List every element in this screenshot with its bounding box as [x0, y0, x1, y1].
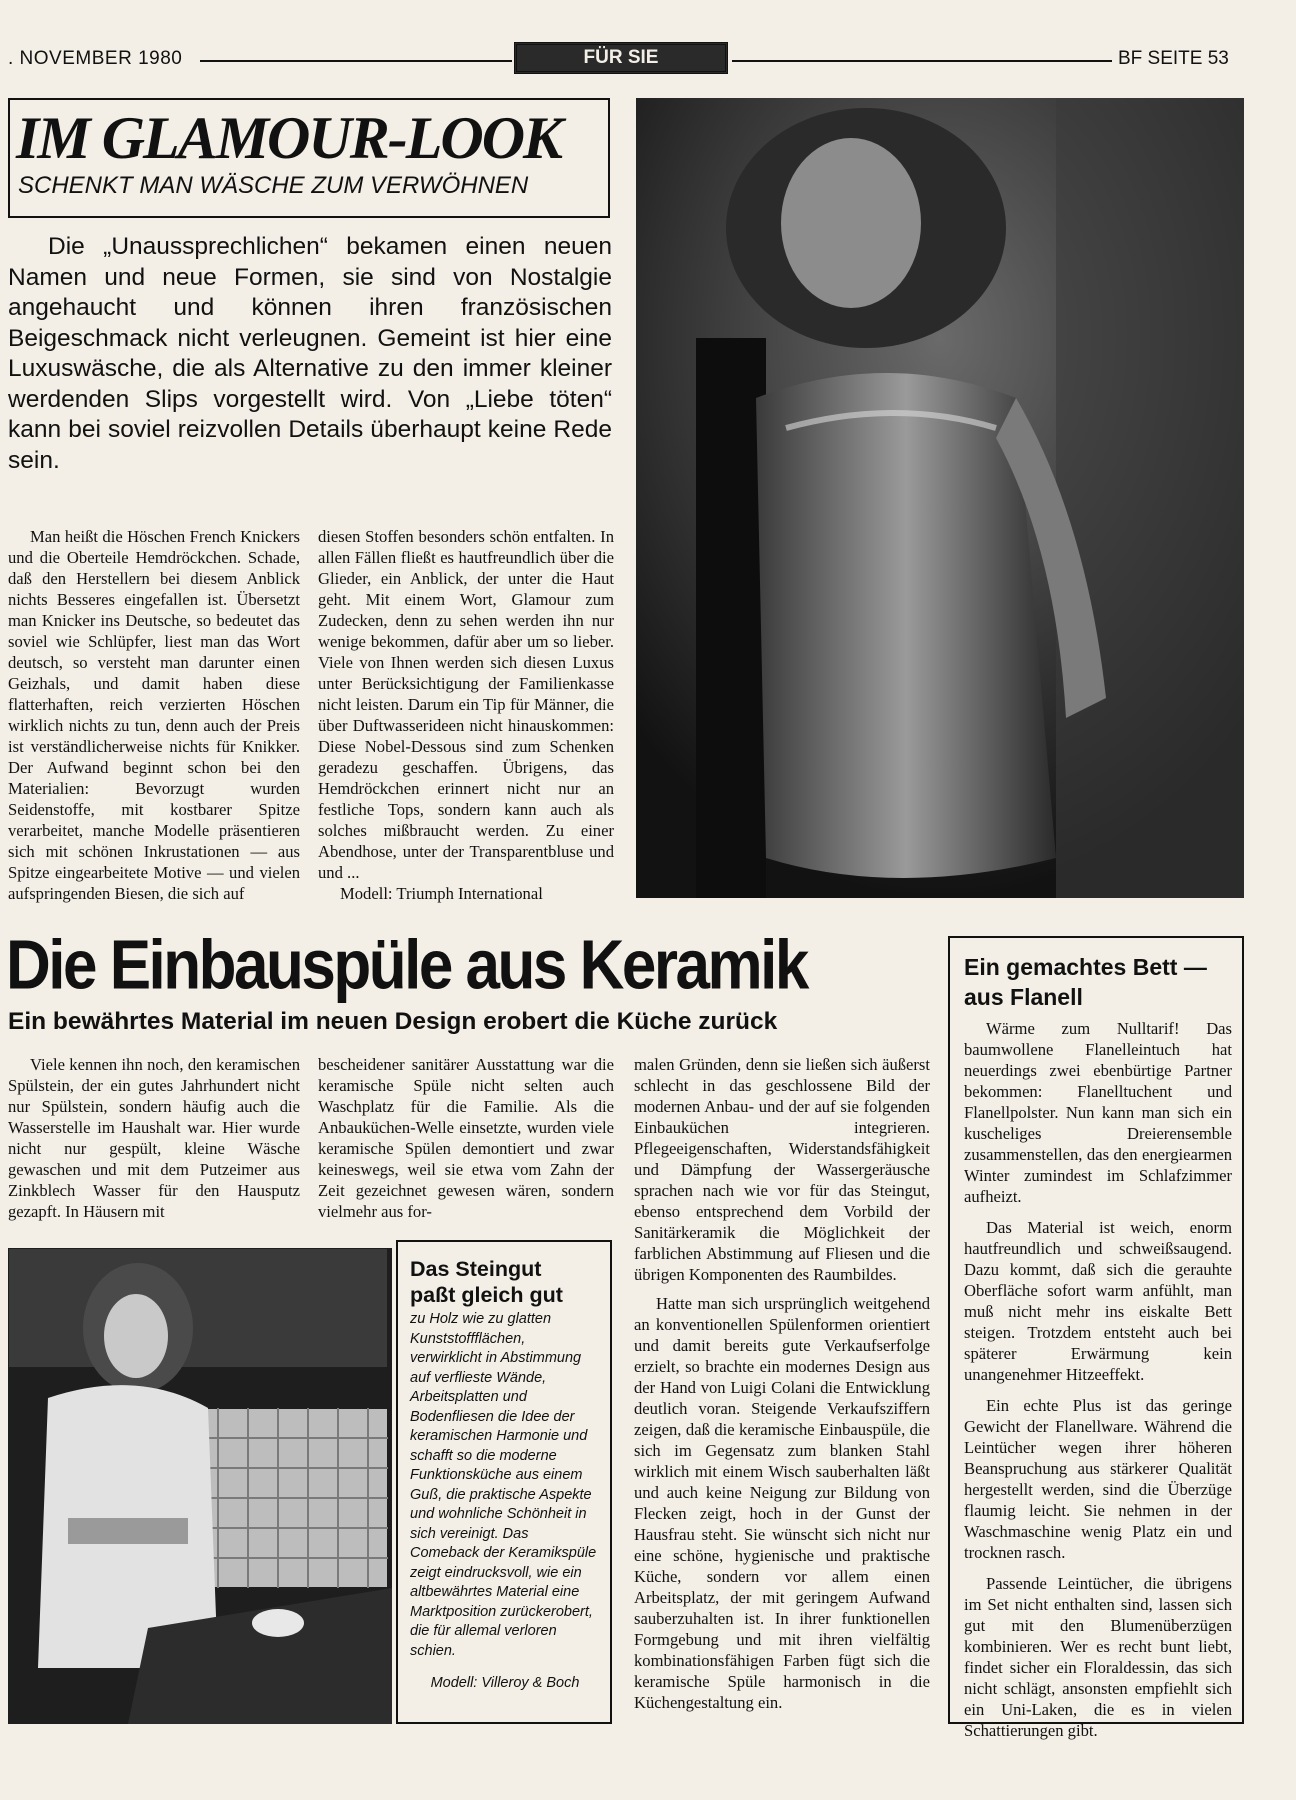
glamour-headline-box [8, 98, 610, 218]
einbau-column-1 [8, 1054, 300, 1222]
lingerie-photo-illustration [636, 98, 1244, 898]
header-rule-left [200, 60, 512, 62]
einbau-col1-text: Viele kennen ihn noch, den keramischen Spülstein, der ein gutes Jahrhundert nicht nur Spülstein, sondern häufig auch die Wasserstelle im Haushalt war. Hier wurde nicht nur gespült, kleine Wäsche gewaschen und mit dem Putzeimer aus Zinkblech Wasser für den Hausputz gezapft. In Häusern mit [8, 1055, 300, 1221]
einbau-column-3 [634, 1054, 930, 1713]
einbau-column-2 [318, 1054, 614, 1222]
steingut-text: zu Holz wie zu glatten Kunststoffflächen, verwirklicht in Abstimmung auf verflieste Wände, Arbeitsplatten und Bodenfliesen die Idee der keramischen Harmonie und schafft so die moderne Funktionsküche aus einem Guß, die praktische Aspekte und wohnliche Schönheit in sich vereinigt. Das Comeback der Keramikspüle zeigt eindrucksvoll, wie ein altbewährtes Material eine Marktposition zurückerobert, die für allemal verloren schien. [410, 1311, 597, 1659]
glamour-credit: Modell: Triumph International [340, 884, 543, 903]
einbau-subtitle: Ein bewährtes Material im neuen Design erobert die Küche zurück [8, 1008, 778, 1035]
flanell-p3: Ein echte Plus ist das geringe Gewicht der Flanellware. Während die Leintücher wegen ihrer höheren Beanspruchung aus stärkerer Qualität hergestellt werden, sind die Überzüge flaumig leicht. Sie nehmen in der Waschmaschine wenig Platz ein und trocknen rasch. [964, 1396, 1232, 1562]
flanell-p1: Wärme zum Nulltarif! Das baumwollene Flanelleintuch hat neuerdings zwei ebenbürtige Partner bekommen: Flanelltuchent und Flanellpolster. Nun kann man sich ein kuscheliges Dreierensemble zusammenstellen, das den energiearmen Winter zumindest im Schlafzimmer aufheizt. [964, 1019, 1232, 1206]
einbau-col2-text: bescheidener sanitärer Ausstattung war die keramische Spüle nicht selten auch Waschplatz für die Familie. Als die Anbauküchen-Welle einsetzte, wurden viele keramische Spülen demontiert und zwar keineswegs, weil sie etwa vom Zahn der Zeit gezeichnet gewesen wären, sondern vielmehr aus for- [318, 1055, 614, 1221]
flanell-p4: Passende Leintücher, die übrigens im Set nicht enthalten sind, lassen sich gut mit den Blumenüberzügen kombinieren. Wer es recht bunt liebt, findet sicher ein Floraldessin, das sich nicht schlägt, ansonsten empfiehlt sich ein Uni-Laken, die es in vielen Schattierungen gibt. [964, 1574, 1232, 1740]
kitchen-photo-illustration [8, 1248, 392, 1724]
header-section-label: FÜR SIE [583, 47, 659, 68]
glamour-lead: Die „Unaussprechlichen“ bekamen einen neuen Namen und neue Formen, sie sind von Nostalgie angehaucht und können ihren französischen Beigeschmack nicht verleugnen. Gemeint ist hier eine Luxuswäsche, die als Alternative zu den immer kleiner werdenden Slips vorgestellt wird. Von „Liebe töten“ kann bei soviel reizvollen Details überhaupt keine Rede sein. [8, 233, 612, 474]
flanell-box [948, 936, 1244, 1740]
einbau-col3b-text: Hatte man sich ursprünglich weitgehend an konventionellen Spülenformen orientiert und damit bereits gute Verkaufserfolge erzielt, so brachte ein modernes Design aus der Hand von Luigi Colani die Entwicklung deutlich voran. Steigende Verkaufsziffern zeigen, daß die keramische Einbauspüle, die sich im Gegensatz zum blanken Stahl wirklich mit einem Wisch sauberhalten läßt und auch keine Neigung zur Bildung von Flecken zeigt, hoch in der Gunst der Hausfrau steht. Sie wünscht sich nicht nur eine schöne, hygienische und praktische Küche, sondern vor allem einen Arbeitsplatz, der mit geringem Aufwand sauberzuhalten ist. In ihrer funktionellen Formgebung und mit ihren vielfältig kombinationsfähigen Farben fügt sich die keramische Spüle harmonisch in die Küchengestaltung ein. [634, 1294, 930, 1712]
einbau-headline: Die Einbauspüle aus Keramik [6, 927, 807, 1005]
flanell-p2: Das Material ist weich, enorm hautfreundlich und schweißsaugend. Dazu kommt, daß sich die gerauhte Oberfläche sofort warm anfühlt, man muß nicht mehr ins eiskalte Bett steigen. Trotzdem entsteht auch bei späterer Erwärmung kein unangenehmer Hitzeeffekt. [964, 1218, 1232, 1384]
glamour-title: IM GLAMOUR-LOOK [16, 105, 562, 171]
glamour-subtitle: SCHENKT MAN WÄSCHE ZUM VERWÖHNEN [18, 172, 529, 199]
header-date: . NOVEMBER 1980 [8, 48, 183, 69]
kitchen-photo [8, 1248, 392, 1724]
header-rule-right [732, 60, 1112, 62]
glamour-col2-text: diesen Stoffen besonders schön entfalten. In allen Fällen fließt es hautfreundlich über die Glieder, ein Anblick, der unter die Haut geht. Mit einem Wort, Glamour zum Zudecken, denn zu sehen werden ihn nur wenige bekommen, dafür aber um so lieber. Viele von Ihnen werden sich diesen Luxus unter Berücksichtigung der Familienkasse nicht leisten. Darum ein Tip für Männer, die über Duftwasserideen nicht hinauskommen: Diese Nobel-Dessous sind zum Schenken geradezu geschaffen. Übrigens, das Hemdröckchen erinnert nicht nur an festliche Tops, sondern kann auch als solches mißbraucht werden. Zu einer Abendhose, unter der Transparentbluse und und ... [318, 527, 614, 882]
header-section-box [514, 42, 728, 74]
steingut-box [396, 1240, 612, 1724]
flanell-body [964, 1018, 1232, 1741]
header-page: BF SEITE 53 [1118, 48, 1229, 69]
flanell-title: Ein gemachtes Bett — aus Flanell [964, 954, 1207, 1010]
lingerie-photo [636, 98, 1244, 898]
einbau-col3a-text: malen Gründen, denn sie ließen sich äußerst schlecht in das geschlossene Bild der modernen Anbau- und der auf sie folgenden Einbauküchen integrieren. Pflegeeigenschaften, Widerstandsfähigkeit und Dämpfung der Wassergeräusche sprachen nach wie vor für das Steingut, ebenso entsprechend dem Vorbild der Sanitärkeramik die Möglichkeit der farblichen Abstimmung auf Fliesen und die übrigen Komponenten des Raumbildes. [634, 1055, 930, 1284]
glamour-col1-text: Man heißt die Höschen French Knickers und die Oberteile Hemdröckchen. Schade, daß den Herstellern bei diesem Anblick nichts Besseres eingefallen ist. Übersetzt man Knicker ins Deutsche, so bedeutet das soviel wie Schlüpfer, liest man das Wort deutsch, so versteht man darunter einen Geizhals, und damit haben diese flatterhaften, reich verzierten Höschen wirklich nichts zu tun, denn auch der Preis ist verständlicherweise nichts für Knikker. Der Aufwand beginnt schon bei den Materialien: Bevorzugt wurden Seidenstoffe, mit kostbarer Spitze verarbeitet, manche Modelle präsentieren sich mit schönen Inkrustationen — aus Spitze eingearbeitete Motive — und vielen aufspringenden Biesen, die sich auf [8, 527, 300, 903]
steingut-credit: Modell: Villeroy & Boch [430, 1675, 580, 1691]
steingut-title: Das Steingut paßt gleich gut [410, 1257, 563, 1307]
glamour-column-2 [318, 526, 614, 904]
glamour-column-1 [8, 526, 300, 904]
